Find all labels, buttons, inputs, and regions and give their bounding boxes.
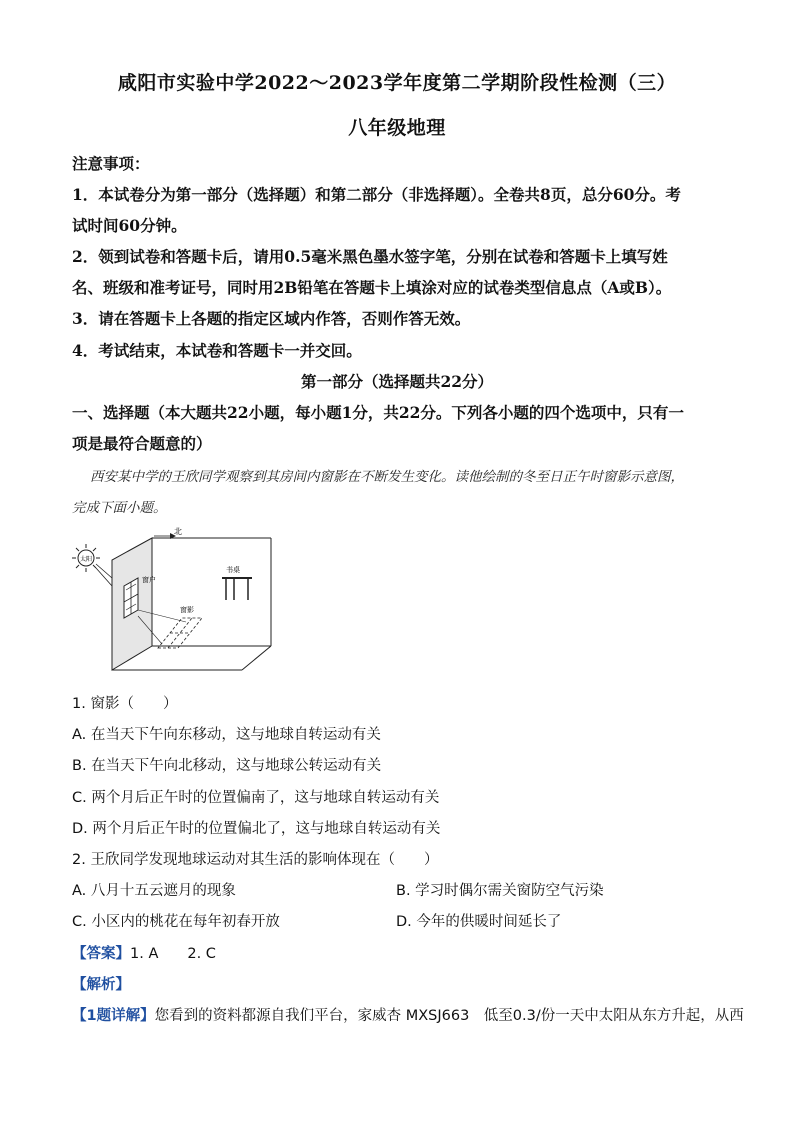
notice-line: 名、班级和准考证号，同时用2B铅笔在答题卡上填涂对应的试卷类型信息点（A或B）。 <box>72 278 672 297</box>
detail-tag: 【1题详解】 <box>72 1008 155 1024</box>
analysis-tag: 【解析】 <box>72 977 130 993</box>
exam-subtitle: 八年级地理 <box>348 117 446 139</box>
section-heading: 项是最符合题意的） <box>72 434 212 453</box>
desk-label: 书桌 <box>226 566 240 574</box>
answer-tag: 【答案】 <box>72 946 130 962</box>
notice-heading: 注意事项： <box>72 154 150 173</box>
q1-option-a: A. 在当天下午向东移动，这与地球自转运动有关 <box>72 727 381 743</box>
passage-text: 西安某中学的王欣同学观察到其房间内窗影在不断发生变化。读他绘制的冬至日正午时窗影示意图， <box>90 469 684 485</box>
north-label: 北 <box>174 527 182 536</box>
q2-option-a: A. 八月十五云遮月的现象 <box>72 883 236 899</box>
desk-icon <box>222 578 252 600</box>
q2-option-d: D. 今年的供暖时间延长了 <box>396 914 562 930</box>
notice-line: 4．考试结束，本试卷和答题卡一并交回。 <box>72 341 362 360</box>
section-heading: 一、选择题（本大题共22小题，每小题1分，共22分。下列各小题的四个选项中，只有一 <box>72 403 684 422</box>
analysis-line <box>72 973 130 994</box>
window-shadow-diagram <box>66 520 276 680</box>
q2-option-b: B. 学习时偶尔需关窗防空气污染 <box>396 883 604 899</box>
q2-option-c: C. 小区内的桃花在每年初春开放 <box>72 914 280 930</box>
answer-line <box>72 942 216 963</box>
detail-line <box>72 1004 744 1025</box>
notice-line: 2．领到试卷和答题卡后，请用0.5毫米黑色墨水签字笔，分别在试卷和答题卡上填写姓 <box>72 247 668 266</box>
notice-line: 3．请在答题卡上各题的指定区域内作答，否则作答无效。 <box>72 309 471 328</box>
window-shadow <box>158 618 202 648</box>
q1-option-c: C. 两个月后正午时的位置偏南了，这与地球自转运动有关 <box>72 790 440 806</box>
notice-line: 试时间60分钟。 <box>72 216 187 235</box>
part1-heading: 第一部分（选择题共22分） <box>300 372 494 391</box>
answer-text: 1. A 2. C <box>130 946 216 962</box>
q1-stem: 1. 窗影（ ） <box>72 696 178 712</box>
q1-option-b: B. 在当天下午向北移动，这与地球公转运动有关 <box>72 758 382 774</box>
passage-text: 完成下面小题。 <box>72 500 167 516</box>
window-label: 窗户 <box>142 576 156 584</box>
q1-option-d: D. 两个月后正午时的位置偏北了，这与地球自转运动有关 <box>72 821 441 837</box>
detail-text: 您看到的资料都源自我们平台，家威杏 MXSJ663 低至0.3/份一天中太阳从东方升起，从西 <box>154 1008 744 1024</box>
notice-line: 1．本试卷分为第一部分（选择题）和第二部分（非选择题）。全卷共8页，总分60分。考 <box>72 185 681 204</box>
q2-stem: 2. 王欣同学发现地球运动对其生活的影响体现在（ ） <box>72 852 439 868</box>
sun-label: 太阳 <box>80 556 93 563</box>
exam-title: 咸阳市实验中学2022～2023学年度第二学期阶段性检测（三） <box>117 72 677 94</box>
shadow-label: 窗影 <box>180 606 194 614</box>
